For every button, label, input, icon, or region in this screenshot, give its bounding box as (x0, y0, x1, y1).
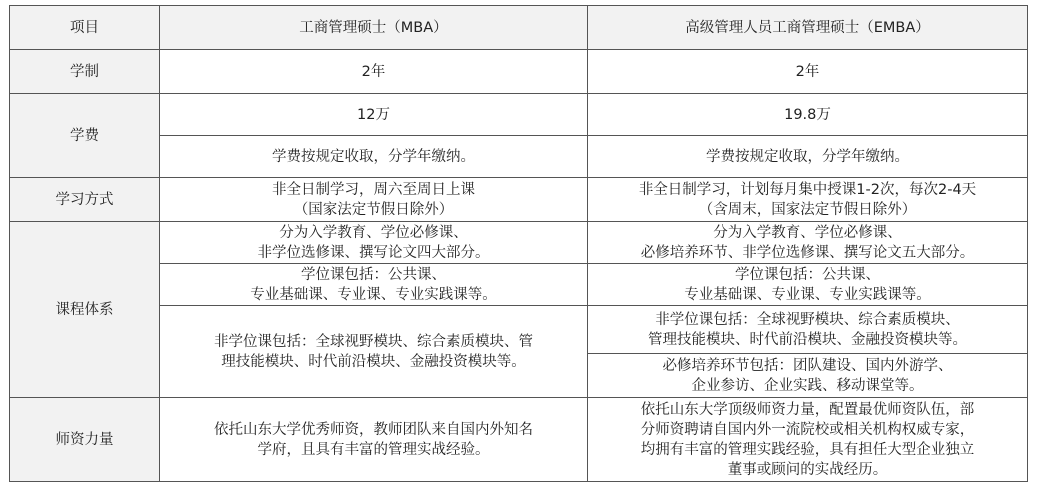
emba-curriculum-degree (588, 264, 1028, 306)
row-label-duration: 学制 (10, 50, 160, 94)
emba-study-mode-line-2: （含周末，国家法定节假日除外） (698, 201, 917, 218)
emba-faculty-line-3: 均拥有丰富的管理实践经验，具有担任大型企业独立 (640, 441, 975, 458)
mba-faculty-line-2: 学府，且具有丰富的管理实战经验。 (257, 441, 490, 458)
emba-faculty-line-2: 分师资聘请自国内外一流院校或相关机构权威专家， (640, 421, 975, 438)
emba-study-mode (588, 178, 1028, 222)
emba-study-mode-line-1: 非全日制学习，计划每月集中授课1-2次，每次2-4天 (638, 181, 977, 198)
table-row-curriculum-nondegree (10, 306, 1028, 354)
table-row-study-mode (10, 178, 1028, 222)
emba-tuition-note: 学费按规定收取，分学年缴纳。 (588, 136, 1028, 178)
table-row-duration (10, 50, 1028, 94)
emba-curriculum-required-line-2: 企业参访、企业实践、移动课堂等。 (691, 377, 924, 394)
emba-curriculum-degree-line-2: 专业基础课、专业课、专业实践课等。 (684, 286, 931, 303)
mba-faculty-line-1: 依托山东大学优秀师资，教师团队来自国内外知名 (214, 421, 533, 438)
mba-tuition-note: 学费按规定收取，分学年缴纳。 (160, 136, 588, 178)
emba-duration: 2年 (588, 50, 1028, 94)
mba-faculty (160, 398, 588, 482)
comparison-table (9, 5, 1028, 482)
mba-curriculum-nondegree-line-1: 非学位课包括：全球视野模块、综合素质模块、管 (214, 333, 533, 350)
table-row-curriculum-intro (10, 222, 1028, 264)
table-header-row (10, 6, 1028, 50)
table-row-curriculum-degree (10, 264, 1028, 306)
emba-faculty (588, 398, 1028, 482)
mba-curriculum-intro-line-1: 分为入学教育、学位必修课、 (279, 224, 468, 241)
row-label-study-mode: 学习方式 (10, 178, 160, 222)
mba-tuition-amount: 12万 (160, 94, 588, 136)
emba-curriculum-intro-line-1: 分为入学教育、学位必修课、 (713, 224, 902, 241)
emba-curriculum-nondegree-line-1: 非学位课包括：全球视野模块、综合素质模块、 (655, 311, 960, 328)
mba-curriculum-degree (160, 264, 588, 306)
mba-curriculum-intro-line-2: 非学位选修课、撰写论文四大部分。 (257, 244, 490, 261)
mba-study-mode (160, 178, 588, 222)
row-label-tuition: 学费 (10, 94, 160, 178)
mba-study-mode-line-1: 非全日制学习，周六至周日上课 (272, 181, 475, 198)
mba-duration: 2年 (160, 50, 588, 94)
emba-tuition-amount: 19.8万 (588, 94, 1028, 136)
emba-curriculum-required-line-1: 必修培养环节包括：团队建设、国内外游学、 (662, 357, 953, 374)
mba-curriculum-nondegree (160, 306, 588, 398)
table-row-tuition-amount (10, 94, 1028, 136)
header-emba: 高级管理人员工商管理硕士（EMBA） (588, 6, 1028, 50)
row-label-faculty: 师资力量 (10, 398, 160, 482)
mba-curriculum-nondegree-line-2: 理技能模块、时代前沿模块、金融投资模块等。 (221, 353, 526, 370)
mba-curriculum-degree-line-1: 学位课包括：公共课、 (301, 266, 446, 283)
table-row-tuition-note (10, 136, 1028, 178)
mba-curriculum-degree-line-2: 专业基础课、专业课、专业实践课等。 (250, 286, 497, 303)
emba-curriculum-required (588, 354, 1028, 398)
emba-curriculum-nondegree-line-2: 管理技能模块、时代前沿模块、金融投资模块等。 (648, 331, 967, 348)
emba-curriculum-degree-line-1: 学位课包括：公共课、 (735, 266, 880, 283)
header-item: 项目 (10, 6, 160, 50)
emba-curriculum-nondegree (588, 306, 1028, 354)
emba-faculty-line-4: 董事或顾问的实战经历。 (727, 461, 888, 478)
emba-faculty-line-1: 依托山东大学顶级师资力量，配置最优师资队伍，部 (640, 401, 975, 418)
header-mba: 工商管理硕士（MBA） (160, 6, 588, 50)
mba-curriculum-intro (160, 222, 588, 264)
row-label-curriculum: 课程体系 (10, 222, 160, 398)
emba-curriculum-intro-line-2: 必修培养环节、非学位选修课、撰写论文五大部分。 (640, 244, 975, 261)
mba-study-mode-line-2: （国家法定节假日除外） (293, 201, 454, 218)
table-row-faculty (10, 398, 1028, 482)
emba-curriculum-intro (588, 222, 1028, 264)
